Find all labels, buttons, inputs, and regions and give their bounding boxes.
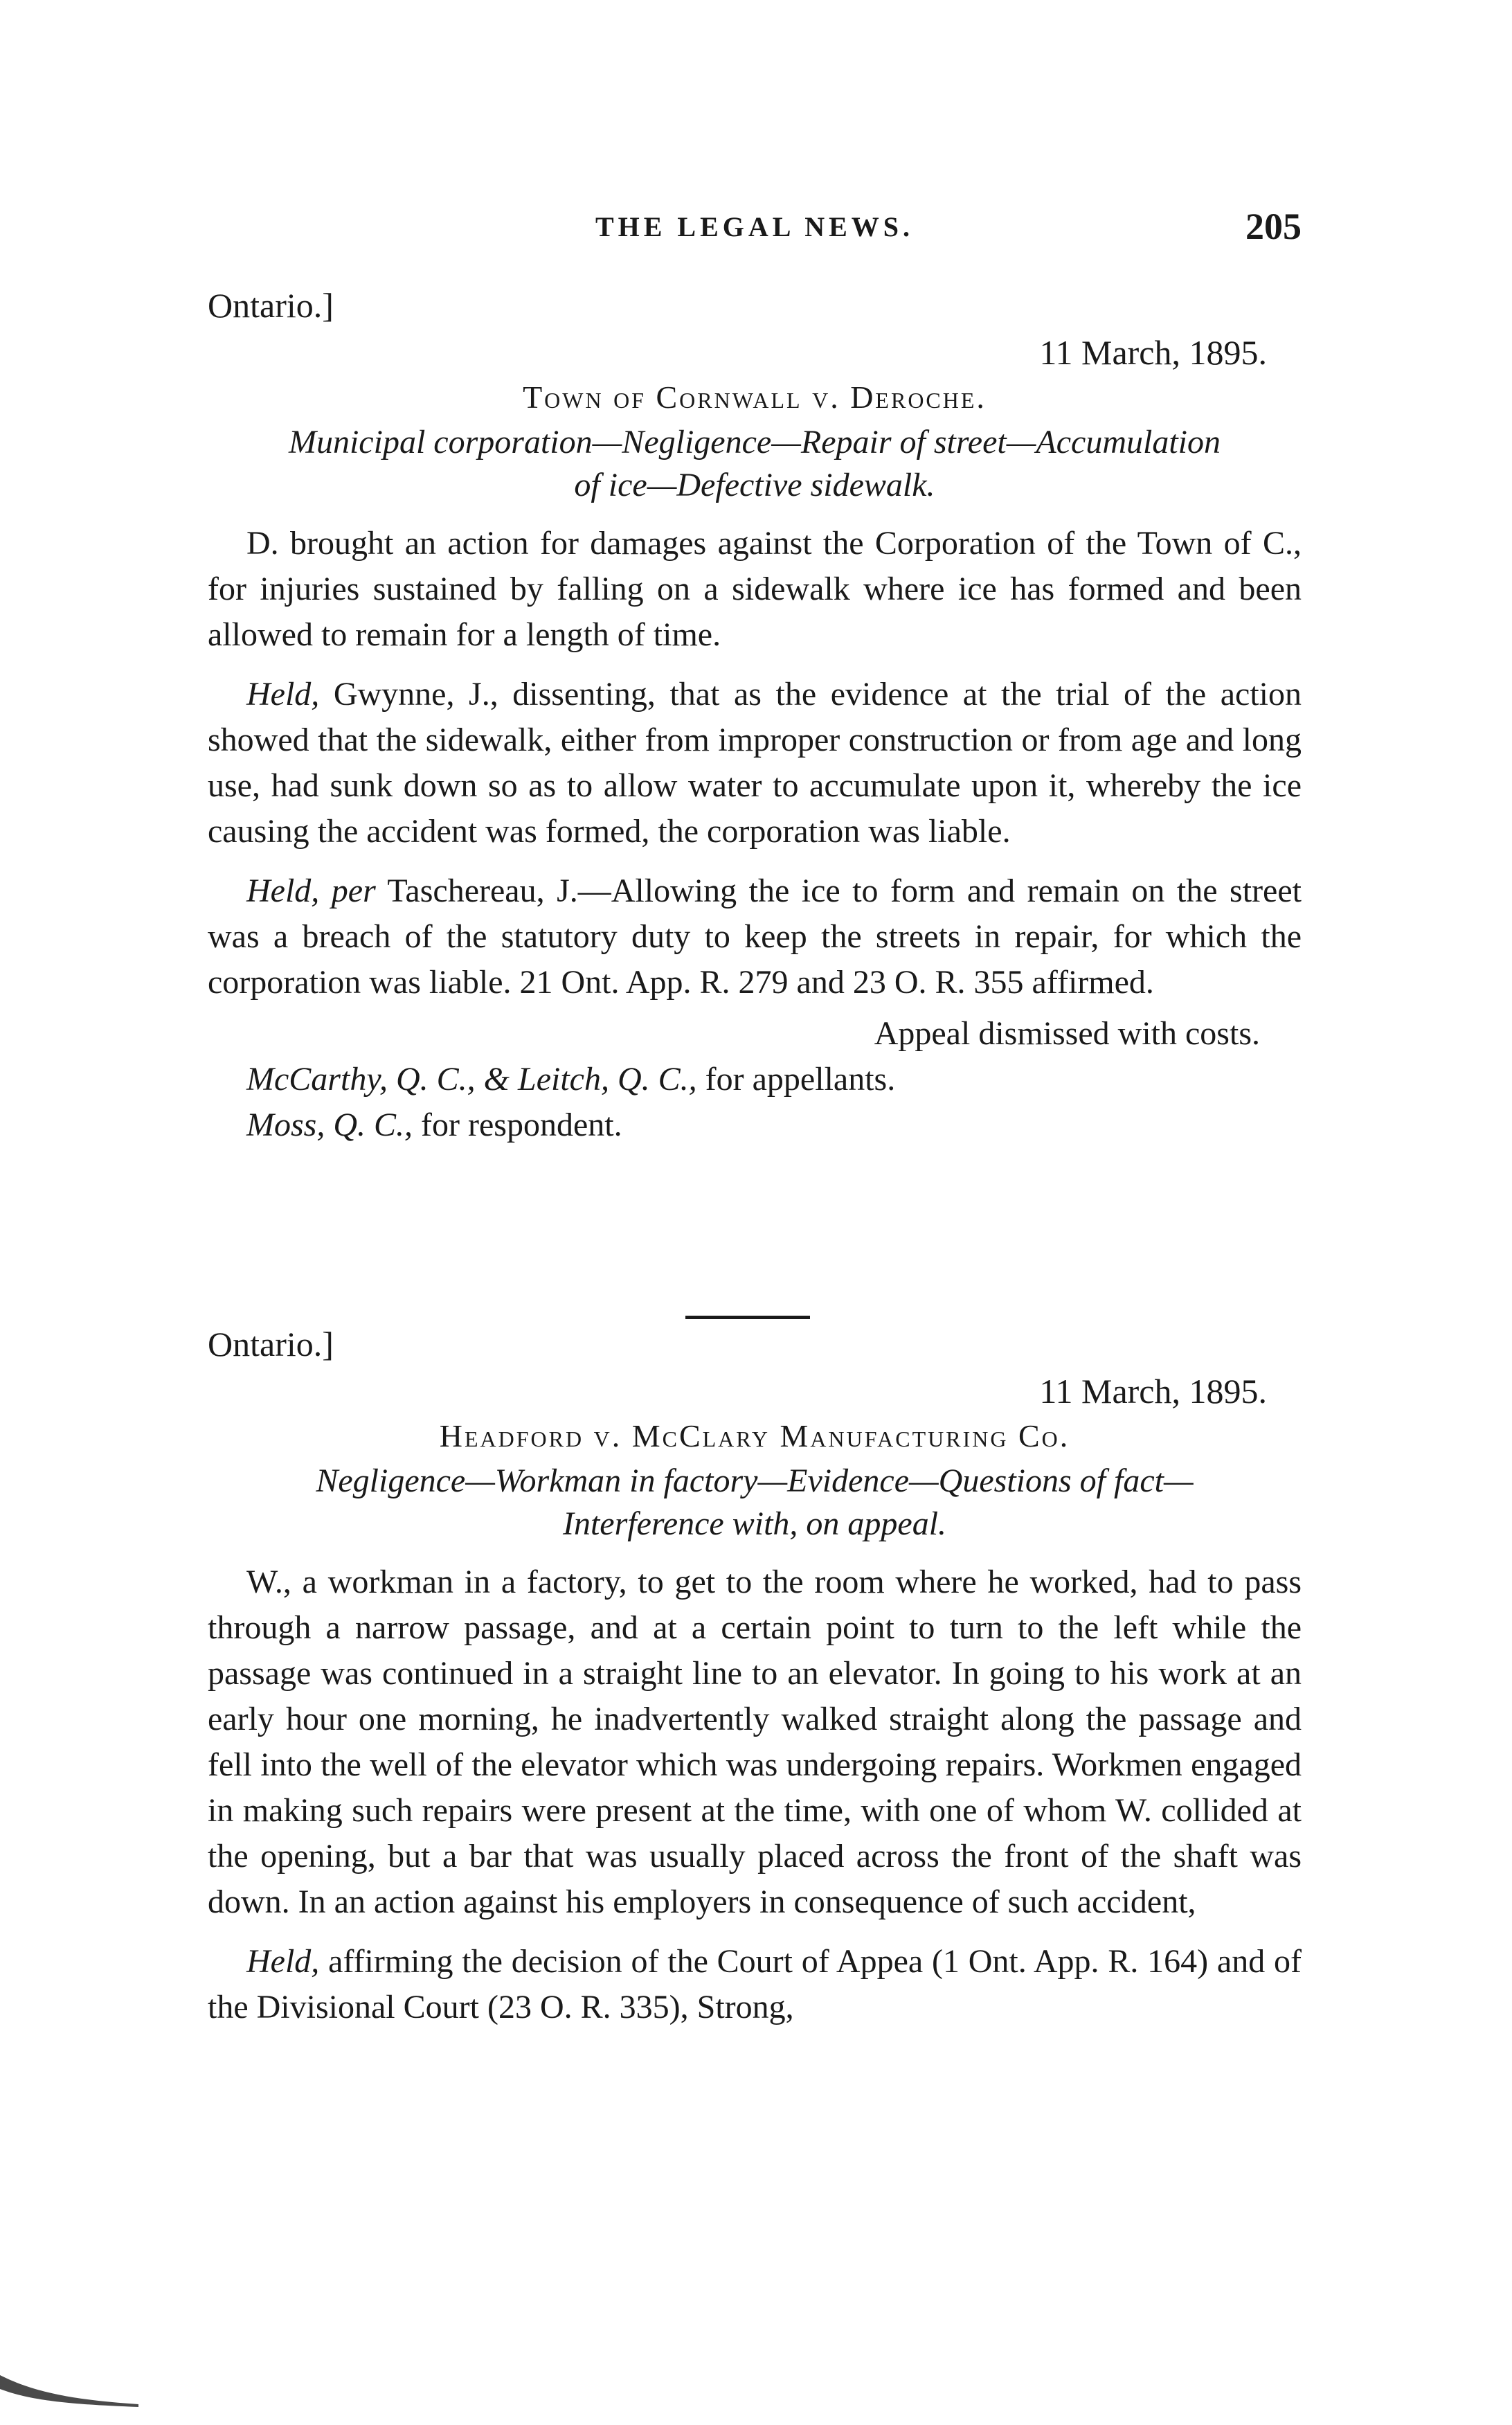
case-title: Headford v. McClary Manufacturing Co. xyxy=(439,1418,1070,1453)
holding-paragraph xyxy=(208,868,1302,1005)
holding-text: Gwynne, J., dissenting, that as the evidence at the trial of the action showed that the sidewalk, either from improper construction or from age and long use, had sunk down so as to allow water to accumulate upon it, whereby the ice causing the accident was formed, the corporation was liable. xyxy=(208,676,1302,850)
headnote-line: Negligence—Workman in factory—Evidence—Questions of fact— xyxy=(316,1462,1194,1499)
running-title: THE LEGAL NEWS. xyxy=(595,211,915,242)
counsel-names: McCarthy, Q. C., & Leitch, Q. C., xyxy=(246,1061,697,1098)
case-title: Town of Cornwall v. Deroche. xyxy=(523,379,987,415)
counsel-respondent xyxy=(208,1102,1302,1148)
case-headford xyxy=(208,1323,1302,2030)
facts-paragraph: W., a workman in a factory, to get to the room where he worked, had to pass through a narrow passage, and at a certain point to turn to the left while the passage was continued in a straight line to an elevator. In going to his work at an early hour one morning, he inadvertently walked straight along the passage and fell into the well of the elevator which was undergoing repairs. Workmen engaged in making such repairs were present at the time, with one of whom W. collided at the opening, but a bar that was usually placed across the front of the shaft was down. In an action against his employers in consequence of such accident, xyxy=(208,1564,1302,1920)
holding-text: affirming the decision of the Court of Appea (1 Ont. App. R. 164) and of the Divisional Court (23 O. R. 335), Strong, xyxy=(208,1943,1302,2025)
held-label: Held, xyxy=(246,1943,320,1980)
case-headnote xyxy=(208,421,1302,507)
case-jurisdiction: Ontario.] xyxy=(208,1325,334,1363)
case-headnote xyxy=(208,1460,1302,1546)
holding-text: Taschereau, J.—Allowing the ice to form and remain on the street was a breach of the statutory duty to keep the streets in repair, for which the corporation was liable. 21 Ont. App. R. 279 and 23 O. R. 355 affirmed. xyxy=(208,873,1302,1001)
counsel-appellants xyxy=(208,1057,1302,1102)
page-number: 205 xyxy=(1245,206,1302,247)
holding-paragraph xyxy=(208,672,1302,854)
held-label: Held, per xyxy=(246,873,376,909)
case-date: 11 March, 1895. xyxy=(1039,333,1267,372)
holding-paragraph xyxy=(208,1939,1302,2030)
held-label: Held, xyxy=(246,676,320,713)
counsel-role: for respondent. xyxy=(413,1107,622,1143)
section-divider xyxy=(685,1316,810,1319)
headnote-line: Municipal corporation—Negligence—Repair of street—Accumulation xyxy=(288,424,1221,460)
case-town-of-cornwall xyxy=(208,284,1302,1148)
counsel-names: Moss, Q. C., xyxy=(246,1107,413,1143)
headnote-line: of ice—Defective sidewalk. xyxy=(574,467,935,503)
case-jurisdiction: Ontario.] xyxy=(208,286,334,325)
scan-artifact xyxy=(0,2361,138,2410)
page-header xyxy=(208,208,1302,249)
case-disposition: Appeal dismissed with costs. xyxy=(874,1015,1260,1052)
case-date: 11 March, 1895. xyxy=(1039,1372,1267,1411)
headnote-line: Interference with, on appeal. xyxy=(562,1505,947,1542)
facts-paragraph: D. brought an action for damages against the Corporation of the Town of C., for injuries sustained by falling on a sidewalk where ice has formed and been allowed to remain for a length of time. xyxy=(208,525,1302,653)
counsel-role: for appellants. xyxy=(696,1061,896,1098)
